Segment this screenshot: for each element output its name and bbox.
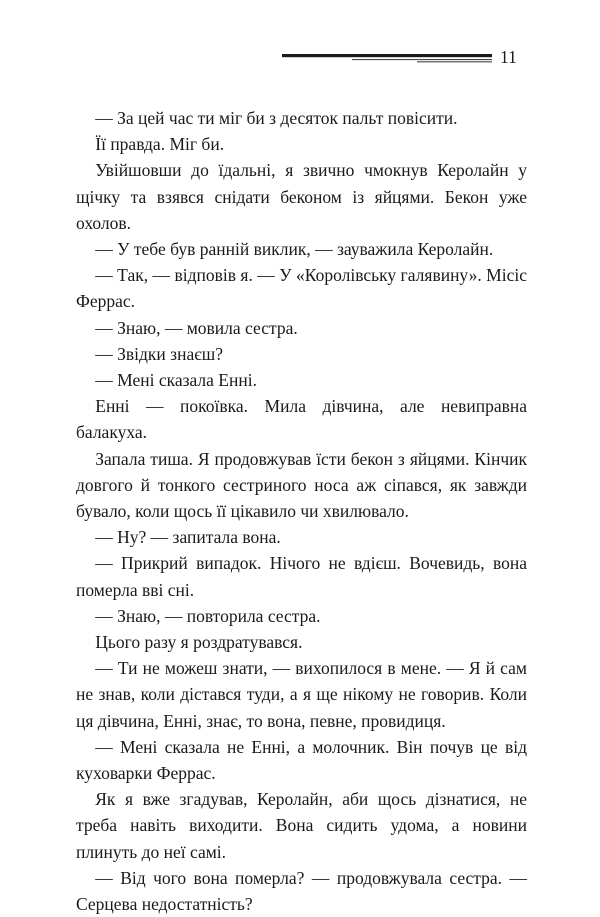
paragraph: Запала тиша. Я продовжував їсти бекон з яйцями. Кінчик довгого й тонкого сестриного носа аж сіпався, як завжди бувало, коли щось її цікавило чи хвилювало. <box>76 448 527 522</box>
paragraph: — Знаю, — повторила сестра. <box>95 605 321 626</box>
page-number: 11 <box>500 47 517 67</box>
header-rule-decoration <box>282 51 492 67</box>
body-text <box>76 105 527 917</box>
paragraph: — Знаю, — мовила сестра. <box>95 317 298 338</box>
paragraph: — Звідки знаєш? <box>95 343 223 364</box>
paragraph: Її правда. Міг би. <box>95 134 225 155</box>
paragraph: — Ти не можеш знати, — вихопилося в мене. — Я й сам не знав, коли дістався туди, а я ще нікому не говорив. Коли ця дівчина, Енні, знає, то вона, певне, провидиця. <box>76 658 527 731</box>
paragraph: Енні — покоївка. Мила дівчина, але невиправна балакуха. <box>76 396 527 443</box>
paragraph: Увійшовши до їдальні, я звично чмокнув Керолайн у щічку та взявся снідати беконом із яйцями. Бекон уже охолов. <box>76 160 527 233</box>
paragraph: — Від чого вона померла? — продовжувала сестра. — Серцева недостатність? <box>76 867 527 915</box>
paragraph: Як я вже згадував, Керолайн, аби щось дізнатися, не треба навіть виходити. Вона сидить удома, а новини плинуть до неї самі. <box>76 789 527 862</box>
paragraph: — У тебе був ранній виклик, — зауважила Керолайн. <box>95 239 494 260</box>
paragraph: — Мені сказала Енні. <box>95 370 257 391</box>
paragraph: — Мені сказала не Енні, а молочник. Він почув це від куховарки Феррас. <box>76 736 527 784</box>
paragraph: — За цей час ти міг би з десяток пальт повісити. <box>95 108 458 128</box>
paragraph: — Прикрий випадок. Нічого не вдієш. Вочевидь, вона померла вві сні. <box>76 553 527 600</box>
paragraph: Цього разу я роздратувався. <box>95 632 303 653</box>
paragraph: — Ну? — запитала вона. <box>95 527 281 548</box>
paragraph: — Так, — відповів я. — У «Королівську галявину». Місіс Феррас. <box>76 265 527 312</box>
